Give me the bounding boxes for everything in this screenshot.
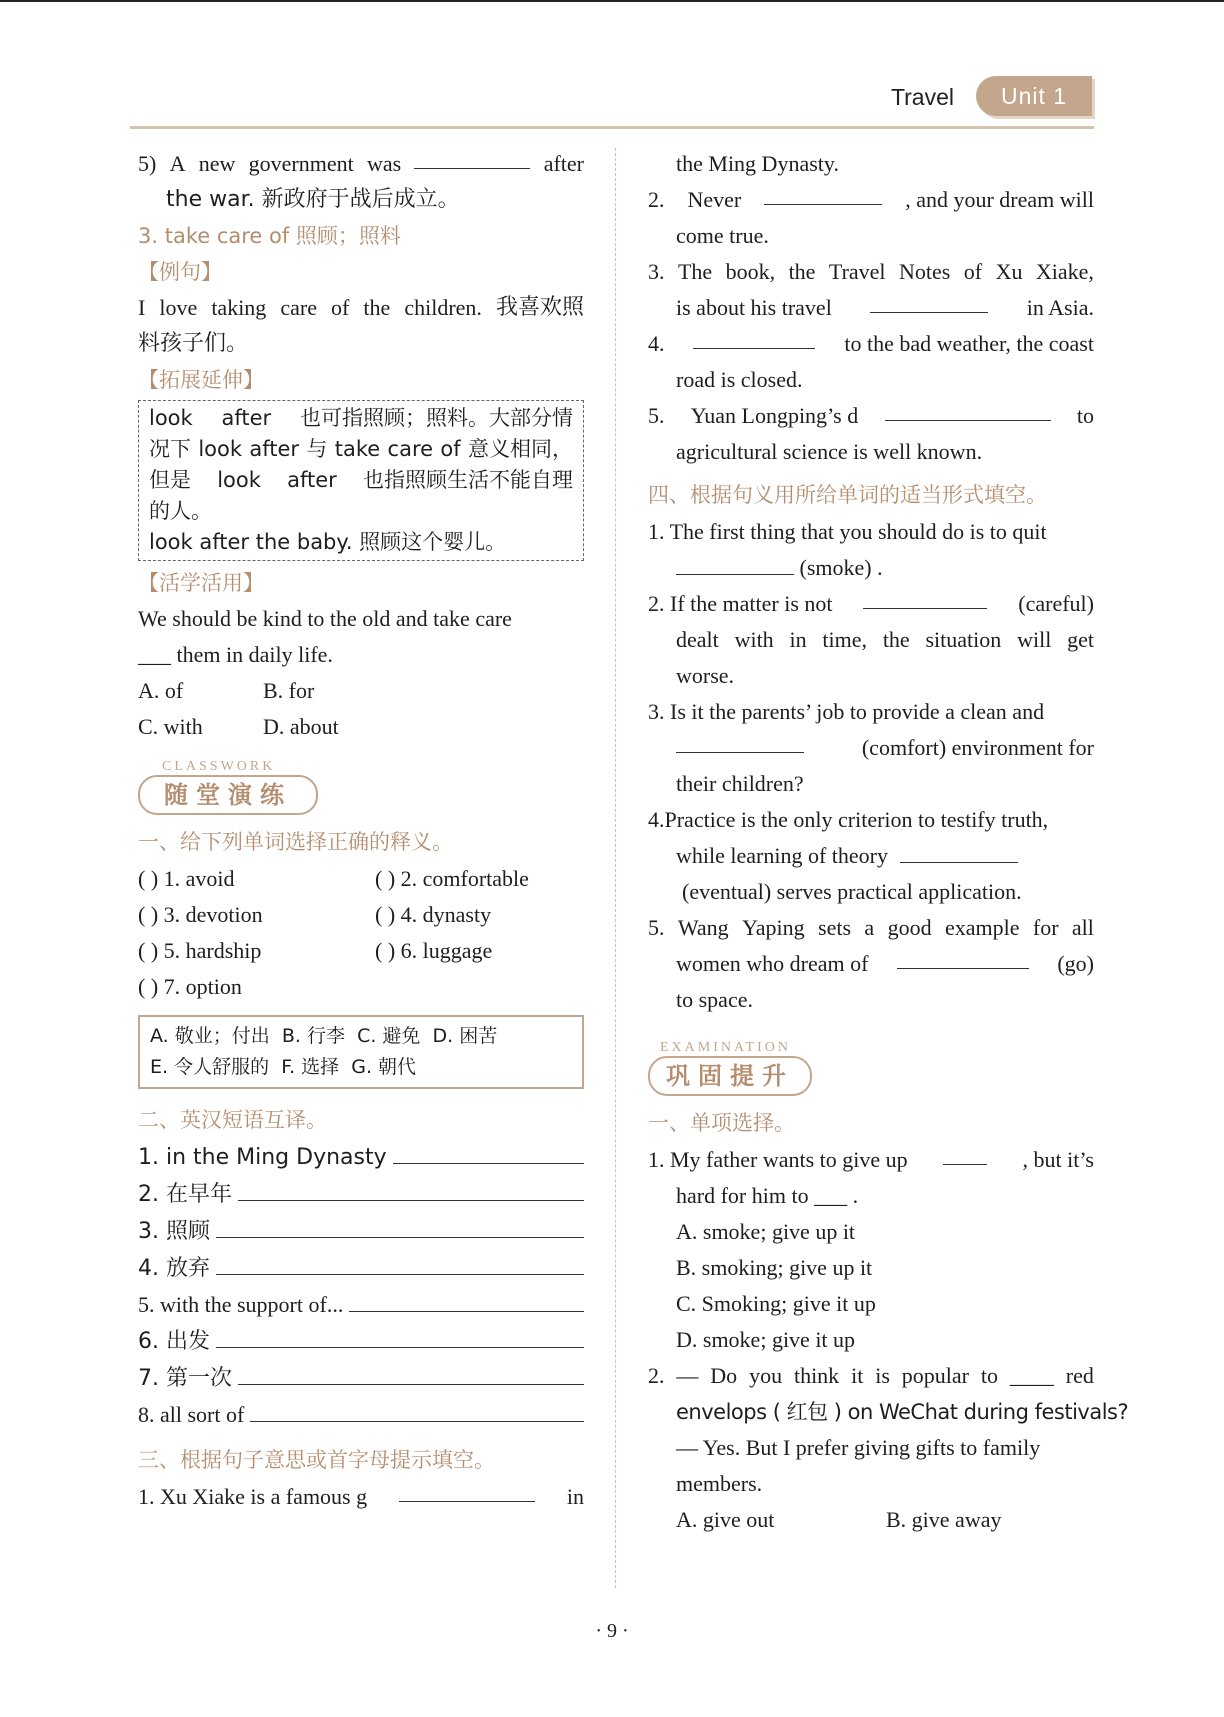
answer-blank[interactable] <box>693 326 815 349</box>
s4-item3-line2: (comfort) environment for <box>648 730 1094 766</box>
practice-line1: We should be kind to the old and take care <box>138 606 512 631</box>
answer-blank[interactable] <box>676 730 804 753</box>
translation-item: 8. all sort of <box>138 1397 584 1433</box>
option-d[interactable]: D. about <box>263 714 339 739</box>
s3-item5-line1: 5. Yuan Longping’s d to <box>648 398 1094 434</box>
s3-item3-line2: is about his travel in Asia. <box>648 290 1094 326</box>
extension-line: 况下 look after 与 take care of 意义相同， <box>149 437 573 461</box>
choices-line: E. 令人舒服的 F. 选择 G. 朝代 <box>150 1056 417 1078</box>
option-a[interactable]: A. of <box>138 678 184 703</box>
mc-q2-option-a[interactable]: A. give out <box>676 1507 775 1532</box>
s4-item5-line2: women who dream of (go) <box>648 946 1094 982</box>
examination-banner-zh: 巩固提升 <box>648 1056 812 1096</box>
practice-options <box>138 673 584 745</box>
answer-blank[interactable] <box>393 1139 584 1164</box>
translation-item: 6. 出发 <box>138 1323 584 1360</box>
section3-title: 三、根据句子意思或首字母提示填空。 <box>138 1448 495 1472</box>
classwork-banner <box>138 759 584 821</box>
answer-blank[interactable] <box>238 1176 584 1201</box>
page-number: · 9 · <box>595 1620 629 1642</box>
page-header <box>130 74 1094 134</box>
vocab-item[interactable]: ( ) 5. hardship <box>138 938 262 963</box>
answer-blank[interactable] <box>216 1213 584 1238</box>
answer-blank[interactable] <box>238 1360 584 1385</box>
mc-q2-option-b[interactable]: B. give away <box>886 1507 1002 1532</box>
vocab-item[interactable]: ( ) 4. dynasty <box>375 902 492 927</box>
s4-item4-line2: while learning of theory <box>648 838 1094 874</box>
extension-line: look after 也可指照顾；照料。大部分情 <box>149 406 573 430</box>
example-label: 【例句】 <box>138 260 222 284</box>
s4-item5-line1: 5. Wang Yaping sets a good example for all <box>648 915 1094 940</box>
s3-item4-line1: 4. to the bad weather, the coast <box>648 326 1094 362</box>
answer-blank[interactable] <box>870 290 988 313</box>
mc-q1-option-d[interactable]: D. smoke; give it up <box>676 1327 856 1352</box>
section2-title: 二、英汉短语互译。 <box>138 1108 327 1132</box>
mc-q2-options <box>648 1502 1094 1538</box>
answer-blank[interactable] <box>216 1250 584 1275</box>
vocab-item[interactable]: ( ) 7. option <box>138 974 242 999</box>
answer-blank[interactable] <box>897 946 1029 969</box>
s4-item1-line1: 1. The first thing that you should do is to quit <box>648 519 1047 544</box>
answer-blank[interactable] <box>349 1287 584 1312</box>
mc-q1-option-b[interactable]: B. smoking; give up it <box>676 1255 873 1280</box>
answer-blank[interactable] <box>900 840 1018 863</box>
header-title: Travel <box>890 84 954 110</box>
s4-item2-line1: 2. If the matter is not (careful) <box>648 586 1094 622</box>
classwork-banner-en: CLASSWORK <box>162 759 276 774</box>
extension-box <box>138 400 584 561</box>
answer-blank[interactable] <box>863 586 987 609</box>
example-line2: 料孩子们。 <box>138 331 249 356</box>
choices-box <box>138 1015 584 1089</box>
mc-q2-line2: envelops ( 红包 ) on WeChat during festivals? <box>676 1400 1129 1424</box>
translation-item: 7. 第一次 <box>138 1360 584 1397</box>
header-rule <box>130 126 1094 129</box>
mc-q1-option-a[interactable]: A. smoke; give up it <box>676 1219 856 1244</box>
section1-items <box>138 861 584 1005</box>
section3-item1: 1. Xu Xiake is a famous g in <box>138 1479 584 1515</box>
page-top-rule <box>0 0 1224 2</box>
extension-line: 的人。 <box>149 499 212 523</box>
classwork-banner-zh: 随堂演练 <box>138 775 318 815</box>
left-column <box>138 146 584 1515</box>
answer-blank[interactable] <box>414 146 530 169</box>
examination-banner-en: EXAMINATION <box>660 1040 791 1055</box>
s4-item5-line3: to space. <box>676 987 753 1012</box>
s4-item4-line3: (eventual) serves practical application. <box>682 879 1022 904</box>
left-item5-line1: 5) A new government was after <box>138 146 584 182</box>
unit-badge: Unit 1 <box>976 76 1092 116</box>
s3-item5-line2: agricultural science is well known. <box>676 439 983 464</box>
mc-q1-line1: 1. My father wants to give up , but it’s <box>648 1142 1094 1178</box>
mc-q2-line3: — Yes. But I prefer giving gifts to family <box>676 1435 1041 1460</box>
section1-title: 一、给下列单词选择正确的释义。 <box>138 830 453 854</box>
s4-item2-line2: dealt with in time, the situation will get <box>676 627 1094 652</box>
answer-blank[interactable] <box>250 1397 584 1422</box>
answer-blank[interactable] <box>676 552 794 575</box>
answer-blank[interactable] <box>943 1142 987 1165</box>
answer-blank[interactable] <box>764 182 882 205</box>
s4-item3-line1: 3. Is it the parents’ job to provide a clean and <box>648 699 1045 724</box>
mc-q1-line2: hard for him to ___ . <box>676 1183 859 1208</box>
option-b[interactable]: B. for <box>263 678 315 703</box>
practice-label: 【活学活用】 <box>138 571 264 595</box>
left-item5-line2: the war. 新政府于战后成立。 <box>166 187 460 212</box>
s3-item2-line1: 2. Never , and your dream will <box>648 182 1094 218</box>
mc-section-title: 一、单项选择。 <box>648 1111 795 1135</box>
extension-line: look after the baby. 照顾这个婴儿。 <box>149 530 507 554</box>
vocab-item[interactable]: ( ) 2. comfortable <box>375 866 529 891</box>
extension-label: 【拓展延伸】 <box>138 368 264 392</box>
vocab-item[interactable]: ( ) 1. avoid <box>138 866 235 891</box>
s3-item3-line1: 3. The book, the Travel Notes of Xu Xiake, <box>648 259 1094 284</box>
answer-blank[interactable] <box>216 1323 584 1348</box>
vocab-item[interactable]: ( ) 6. luggage <box>375 938 493 963</box>
practice-line2: ___ them in daily life. <box>138 642 333 667</box>
section4-title: 四、根据句义用所给单词的适当形式填空。 <box>648 483 1047 507</box>
right-column <box>648 146 1129 1538</box>
s3-item4-line2: road is closed. <box>676 367 803 392</box>
choices-line: A. 敬业；付出 B. 行李 C. 避免 D. 困苦 <box>150 1025 498 1047</box>
s3-item1-line2: the Ming Dynasty. <box>676 151 839 176</box>
s4-item2-line3: worse. <box>676 663 735 688</box>
s4-item3-line3: their children? <box>676 771 804 796</box>
s3-item2-line2: come true. <box>676 223 769 248</box>
phrase-heading: 3. take care of 照顾；照料 <box>138 224 401 248</box>
mc-q2-line4: members. <box>676 1471 763 1496</box>
examination-banner <box>648 1040 1094 1102</box>
mc-q1-option-c[interactable]: C. Smoking; give it up <box>676 1291 876 1316</box>
answer-blank[interactable] <box>885 398 1051 421</box>
mc-q2-line1: 2. — Do you think it is popular to ____ red <box>648 1363 1094 1388</box>
column-divider <box>615 148 616 1588</box>
translation-item: 2. 在早年 <box>138 1176 584 1213</box>
example-line1: I love taking care of the children. 我喜欢照 <box>138 295 584 320</box>
answer-blank[interactable] <box>399 1479 535 1502</box>
translation-item: 4. 放弃 <box>138 1250 584 1287</box>
s4-item4-line1: 4.Practice is the only criterion to testify truth, <box>648 807 1049 832</box>
translation-item: 5. with the support of... <box>138 1287 584 1323</box>
s4-item1-line2: (smoke) . <box>648 550 1094 586</box>
translation-item: 3. 照顾 <box>138 1213 584 1250</box>
translation-item: 1. in the Ming Dynasty <box>138 1139 584 1176</box>
vocab-item[interactable]: ( ) 3. devotion <box>138 902 263 927</box>
option-c[interactable]: C. with <box>138 714 203 739</box>
extension-line: 但是 look after 也指照顾生活不能自理 <box>149 468 573 492</box>
